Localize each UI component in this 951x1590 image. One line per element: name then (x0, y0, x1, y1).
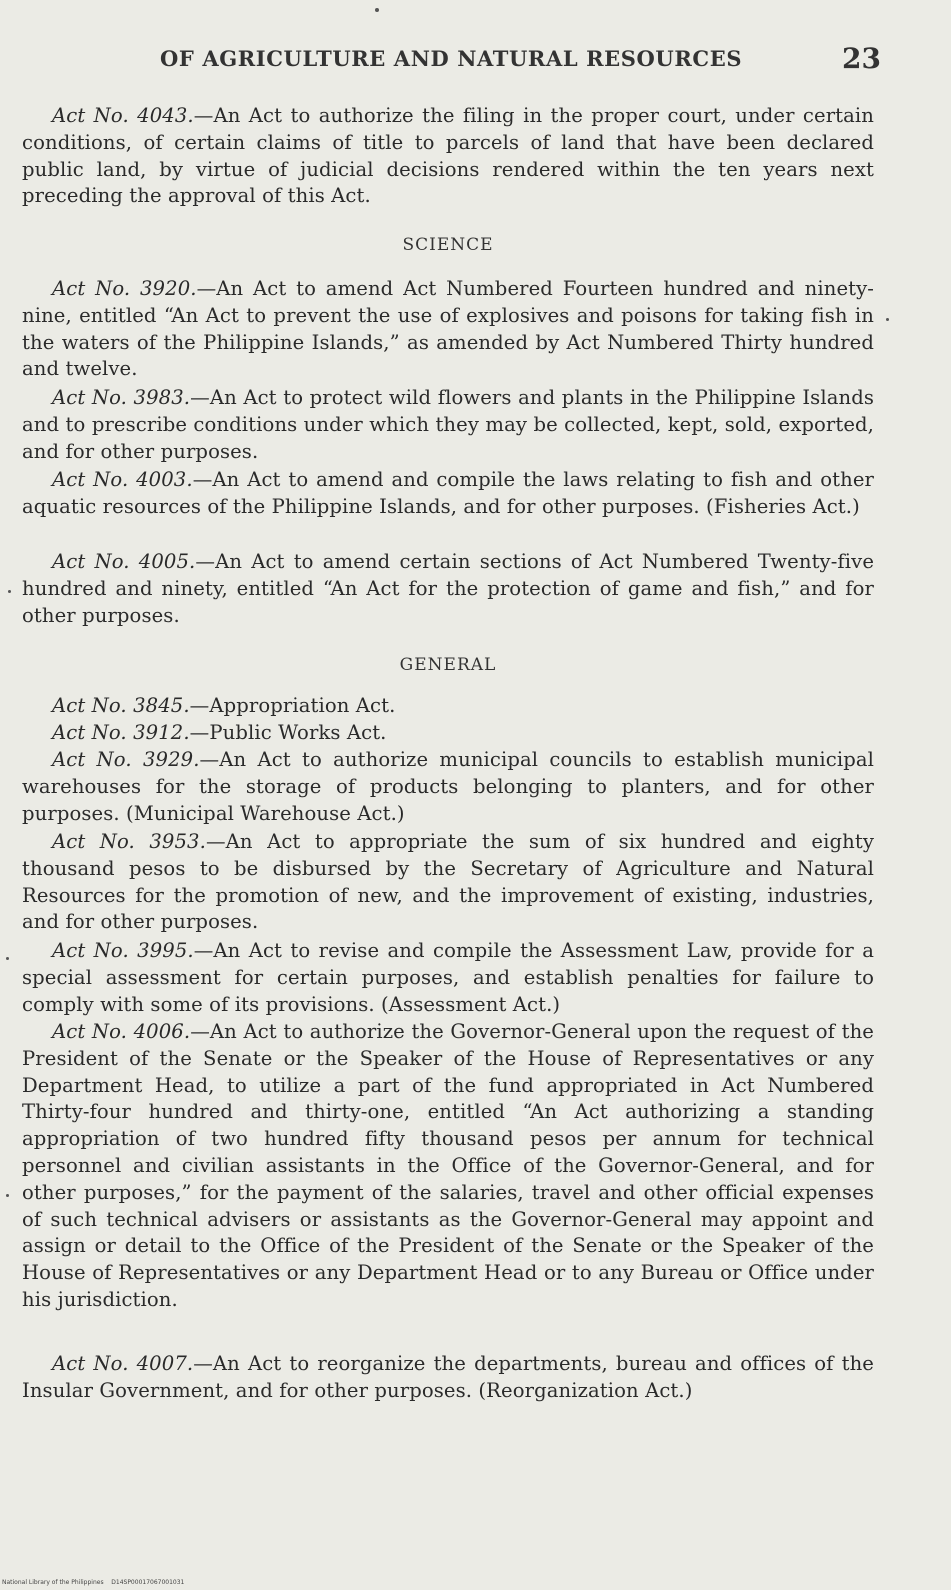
act-number: Act No. 3983. (52, 386, 191, 409)
act-entry (22, 1019, 874, 1314)
act-entry (22, 938, 874, 1018)
act-number: Act No. 3920. (52, 277, 197, 300)
section-heading-science: SCIENCE (402, 235, 494, 255)
act-number: Act No. 3929. (52, 748, 200, 771)
page-number: 23 (842, 42, 881, 75)
footer-source: National Library of the Philippines (2, 1579, 104, 1586)
act-description: —An Act to amend certain sections of Act Numbered Twenty-five hundred and ninety, entitled “An Act for the protection of game and fish,” and for other purposes. (22, 550, 875, 627)
act-number: Act No. 3995. (52, 939, 194, 962)
act-description: —An Act to revise and compile the Assessment Law, provide for a special assessment for certain purposes, and establish penalties for failure to comply with some of its provisions. (Assessment Act.) (22, 939, 874, 1016)
act-entry (22, 1351, 874, 1405)
dust-speck (6, 1194, 9, 1197)
dust-speck (8, 590, 11, 593)
section-heading-general: GENERAL (399, 655, 497, 675)
act-entry (22, 829, 874, 936)
act-entry (22, 747, 874, 827)
scan-footer (2, 1579, 184, 1586)
act-description: —An Act to protect wild flowers and plants in the Philippine Islands and to prescribe conditions under which they may be collected, kept, sold, exported, and for other purposes. (22, 386, 874, 463)
act-number: Act No. 4043. (52, 104, 194, 127)
act-description: —An Act to reorganize the departments, bureau and offices of the Insular Government, and for other purposes. (Reorganization Act.) (22, 1352, 875, 1402)
dust-speck (886, 318, 889, 321)
act-description: —An Act to amend Act Numbered Fourteen hundred and ninety-nine, entitled “An Act to prevent the use of explosives and poisons for taking fish in the waters of the Philippine Islands,” as amended by Act Numbered Thirty hundred and twelve. (22, 277, 874, 381)
act-entry (22, 693, 874, 720)
page-header (0, 40, 951, 80)
act-entry (22, 549, 874, 629)
act-number: Act No. 4005. (52, 550, 196, 573)
act-description: —An Act to authorize the filing in the proper court, under certain conditions, of certain claims of title to parcels of land that have been declared public land, by virtue of judicial decisions rendered within the ten years next preceding the approval of this Act. (22, 104, 875, 208)
act-entry (22, 467, 874, 521)
act-description: —An Act to appropriate the sum of six hundred and eighty thousand pesos to be disbursed by the Secretary of Agriculture and Natural Resources for the promotion of new, and the improvement of existing, industries, and for other purposes. (22, 830, 874, 934)
act-description: —Public Works Act. (189, 721, 387, 744)
act-entry (22, 276, 874, 383)
act-number: Act No. 3912. (52, 721, 190, 744)
act-description: —An Act to authorize the Governor-General upon the request of the President of the Senate or the Speaker of the House of Representatives or any Department Head, to utilize a part of the fund appropriated in Act Numbered Thirty-four hundred and thirty-one, entitled “An Act authorizing a standing appropriation of two hundred fifty thousand pesos per annum for technical personnel and civilian assistants in the Office of the Governor-General, and for other purposes,” for the payment of the salaries, travel and other official expenses of such technical advisers or assistants as the Governor-General may appoint and assign or detail to the Office of the President of the Senate or the Speaker of the House of Representatives or any Department Head or to any Bureau or Office under his jurisdiction. (22, 1020, 875, 1311)
act-number: Act No. 3845. (52, 694, 190, 717)
dust-speck (6, 957, 9, 960)
act-entry (22, 103, 874, 210)
dust-speck (375, 8, 379, 12)
footer-id: D14SP00017067001031 (111, 1579, 185, 1586)
act-number: Act No. 4007. (52, 1352, 194, 1375)
act-description: —An Act to authorize municipal councils to establish municipal warehouses for the storage of products belonging to planters, and for other purposes. (Municipal Warehouse Act.) (22, 748, 874, 825)
act-number: Act No. 4003. (52, 468, 193, 491)
act-entry (22, 720, 874, 747)
act-number: Act No. 3953. (52, 830, 206, 853)
act-description: —Appropriation Act. (189, 694, 396, 717)
act-entry (22, 385, 874, 465)
act-number: Act No. 4006. (52, 1020, 191, 1043)
act-description: —An Act to amend and compile the laws relating to fish and other aquatic resources of the Philippine Islands, and for other purposes. (Fisheries Act.) (22, 468, 875, 518)
running-title: OF AGRICULTURE AND NATURAL RESOURCES (160, 46, 743, 71)
